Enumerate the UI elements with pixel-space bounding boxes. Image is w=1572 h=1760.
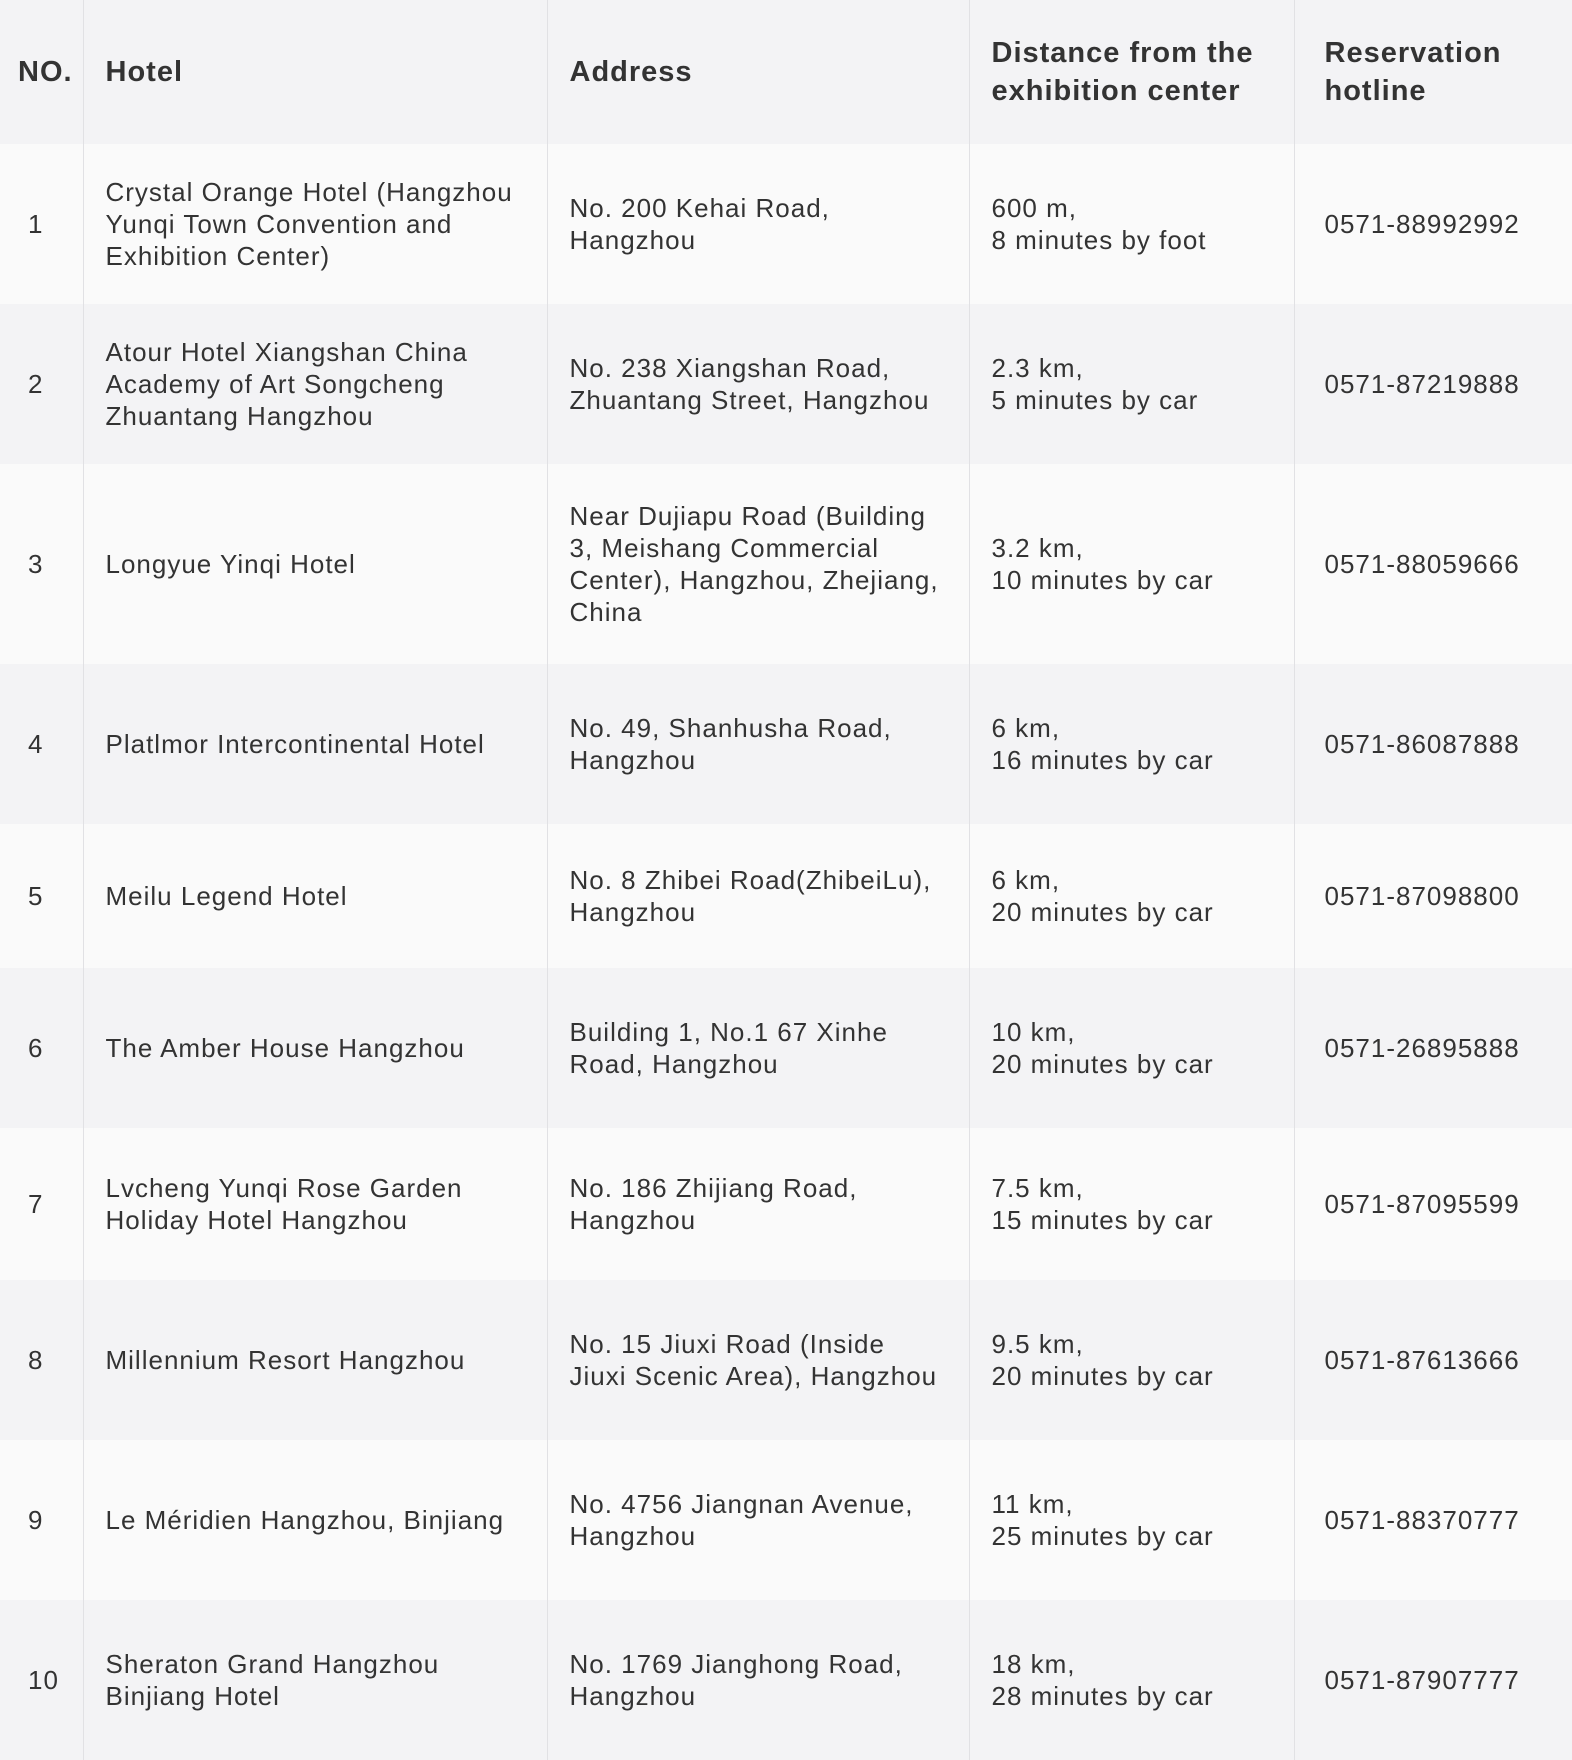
- travel-time: 25 minutes by car: [991, 1521, 1214, 1551]
- cell-hotline: 0571-88992992: [1294, 144, 1572, 304]
- table-header-row: [0, 0, 1572, 144]
- distance-value: 11 km,: [991, 1489, 1074, 1519]
- cell-hotel: Lvcheng Yunqi Rose Garden Holiday Hotel Hangzhou: [83, 1128, 547, 1280]
- column-header-distance-line1: Distance from the: [991, 37, 1254, 69]
- cell-distance: [969, 1280, 1294, 1440]
- cell-no: 6: [0, 968, 83, 1128]
- cell-distance: [969, 1600, 1294, 1760]
- cell-distance: [969, 1440, 1294, 1600]
- cell-address: No. 200 Kehai Road, Hangzhou: [547, 144, 969, 304]
- cell-distance: [969, 968, 1294, 1128]
- cell-hotline: 0571-87095599: [1294, 1128, 1572, 1280]
- travel-time: 20 minutes by car: [991, 1361, 1214, 1391]
- cell-hotel: Atour Hotel Xiangshan China Academy of Art Songcheng Zhuantang Hangzhou: [83, 304, 547, 464]
- cell-hotel: Crystal Orange Hotel (Hangzhou Yunqi Town Convention and Exhibition Center): [83, 144, 547, 304]
- column-header-no-label: NO.: [18, 56, 73, 88]
- travel-time: 20 minutes by car: [991, 897, 1214, 927]
- distance-value: 18 km,: [991, 1649, 1076, 1679]
- distance-value: 3.2 km,: [991, 533, 1084, 563]
- cell-no: 8: [0, 1280, 83, 1440]
- travel-time: 15 minutes by car: [991, 1205, 1214, 1235]
- cell-address: No. 186 Zhijiang Road, Hangzhou: [547, 1128, 969, 1280]
- column-header-hotel: [83, 0, 547, 144]
- distance-value: 6 km,: [991, 713, 1061, 743]
- cell-distance: [969, 1128, 1294, 1280]
- cell-distance: [969, 144, 1294, 304]
- cell-address: No. 4756 Jiangnan Avenue, Hangzhou: [547, 1440, 969, 1600]
- table-row: [0, 1128, 1572, 1280]
- column-header-hotline-line2: hotline: [1324, 75, 1427, 107]
- cell-no: 4: [0, 664, 83, 824]
- column-header-hotline: [1294, 0, 1572, 144]
- cell-no: 2: [0, 304, 83, 464]
- cell-hotel: The Amber House Hangzhou: [83, 968, 547, 1128]
- cell-hotel: Platlmor Intercontinental Hotel: [83, 664, 547, 824]
- cell-hotline: 0571-87098800: [1294, 824, 1572, 968]
- cell-no: 3: [0, 464, 83, 664]
- cell-address: No. 238 Xiangshan Road, Zhuantang Street, Hangzhou: [547, 304, 969, 464]
- cell-hotel: Meilu Legend Hotel: [83, 824, 547, 968]
- distance-value: 600 m,: [991, 193, 1077, 223]
- cell-distance: [969, 464, 1294, 664]
- table-row: [0, 664, 1572, 824]
- column-header-distance-line2: exhibition center: [991, 75, 1241, 107]
- column-header-address-label: Address: [569, 56, 693, 88]
- cell-hotline: 0571-88059666: [1294, 464, 1572, 664]
- cell-hotline: 0571-87613666: [1294, 1280, 1572, 1440]
- table-row: [0, 1280, 1572, 1440]
- cell-no: 7: [0, 1128, 83, 1280]
- distance-value: 7.5 km,: [991, 1173, 1084, 1203]
- cell-distance: [969, 824, 1294, 968]
- distance-value: 6 km,: [991, 865, 1061, 895]
- column-header-distance: [969, 0, 1294, 144]
- cell-address: No. 49, Shanhusha Road, Hangzhou: [547, 664, 969, 824]
- travel-time: 5 minutes by car: [991, 385, 1199, 415]
- cell-no: 10: [0, 1600, 83, 1760]
- table-row: [0, 1440, 1572, 1600]
- cell-hotline: 0571-87907777: [1294, 1600, 1572, 1760]
- table-row: [0, 464, 1572, 664]
- travel-time: 16 minutes by car: [991, 745, 1214, 775]
- column-header-no: [0, 0, 83, 144]
- cell-distance: [969, 304, 1294, 464]
- cell-address: Building 1, No.1 67 Xinhe Road, Hangzhou: [547, 968, 969, 1128]
- table-row: [0, 144, 1572, 304]
- travel-time: 8 minutes by foot: [991, 225, 1207, 255]
- table-row: [0, 824, 1572, 968]
- cell-hotel: Sheraton Grand Hangzhou Binjiang Hotel: [83, 1600, 547, 1760]
- cell-address: No. 15 Jiuxi Road (Inside Jiuxi Scenic Area), Hangzhou: [547, 1280, 969, 1440]
- travel-time: 10 minutes by car: [991, 565, 1214, 595]
- cell-hotel: Millennium Resort Hangzhou: [83, 1280, 547, 1440]
- cell-hotel: Le Méridien Hangzhou, Binjiang: [83, 1440, 547, 1600]
- travel-time: 20 minutes by car: [991, 1049, 1214, 1079]
- cell-distance: [969, 664, 1294, 824]
- cell-no: 9: [0, 1440, 83, 1600]
- cell-hotline: 0571-26895888: [1294, 968, 1572, 1128]
- cell-hotline: 0571-86087888: [1294, 664, 1572, 824]
- cell-no: 5: [0, 824, 83, 968]
- column-header-hotel-label: Hotel: [105, 56, 183, 88]
- cell-address: Near Dujiapu Road (Building 3, Meishang Commercial Center), Hangzhou, Zhejiang, China: [547, 464, 969, 664]
- table-row: [0, 1600, 1572, 1760]
- distance-value: 2.3 km,: [991, 353, 1084, 383]
- table-row: [0, 968, 1572, 1128]
- travel-time: 28 minutes by car: [991, 1681, 1214, 1711]
- distance-value: 9.5 km,: [991, 1329, 1084, 1359]
- distance-value: 10 km,: [991, 1017, 1076, 1047]
- column-header-address: [547, 0, 969, 144]
- cell-address: No. 8 Zhibei Road(ZhibeiLu), Hangzhou: [547, 824, 969, 968]
- column-header-hotline-line1: Reservation: [1324, 37, 1502, 69]
- cell-address: No. 1769 Jianghong Road, Hangzhou: [547, 1600, 969, 1760]
- cell-hotel: Longyue Yinqi Hotel: [83, 464, 547, 664]
- table-row: [0, 304, 1572, 464]
- cell-hotline: 0571-88370777: [1294, 1440, 1572, 1600]
- cell-hotline: 0571-87219888: [1294, 304, 1572, 464]
- cell-no: 1: [0, 144, 83, 304]
